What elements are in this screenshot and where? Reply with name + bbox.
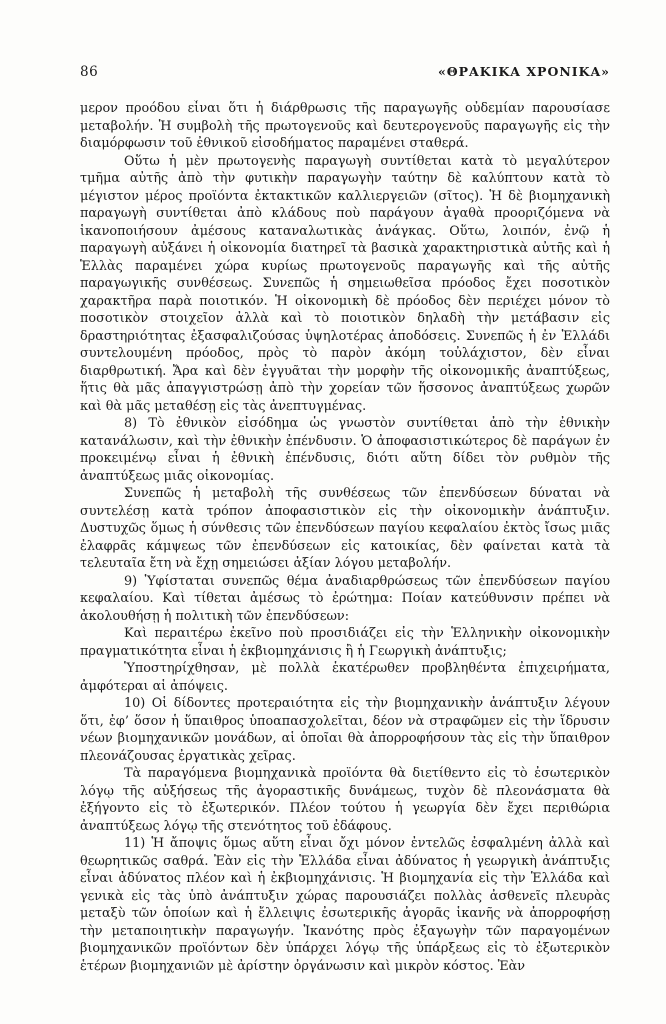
- running-title: «ΘΡΑΚΙΚΑ ΧΡΟΝΙΚΑ»: [437, 64, 610, 79]
- paragraph: Ὑποστηρίχθησαν, μὲ πολλὰ ἑκατέρωθεν προβληθέντα ἐπιχειρήματα, ἀμφότεραι αἱ ἀπόψεις.: [80, 661, 610, 694]
- paragraph: Τὰ παραγόμενα βιομηχανικὰ προϊόντα θὰ διετίθεντο εἰς τὸ ἐσωτερικὸν λόγῳ τῆς αὐξήσεως τῆς ἀγοραστικῆς δυνάμεως, τυχὸν δὲ πλεονάσματα θὰ ἐξήγοντο εἰς τὸ ἐξωτερικόν. Πλέον τούτου ἡ γεωργία δὲν ἔχει περιθώρια ἀναπτύξεως λόγῳ τῆς στενότητος τοῦ ἐδάφους.: [80, 766, 610, 834]
- paragraph: μερον προόδου εἶναι ὅτι ἡ διάρθρωσις τῆς παραγωγῆς οὐδεμίαν παρουσίασε μεταβολήν. Ἡ συμβολὴ τῆς πρωτογενοῦς καὶ δευτερογενοῦς παραγωγῆς εἰς τὴν διαμόρφωσιν τοῦ ἐθνικοῦ εἰσοδήματος παραμένει σταθερά.: [80, 101, 610, 151]
- paragraph: Συνεπῶς ἡ μεταβολὴ τῆς συνθέσεως τῶν ἐπενδύσεων δύναται νὰ συντελέσῃ κατὰ τρόπον ἀποφασιστικὸν εἰς τὴν οἰκονομικὴν ἀνάπτυξιν. Δυστυχῶς ὅμως ἡ σύνθεσις τῶν ἐπενδύσεων παγίου κεφαλαίου ἐκτὸς ἴσως μιᾶς ἐλαφρᾶς κάμψεως τῶν ἐπενδύσεων εἰς κατοικίας, δὲν φαίνεται κατὰ τὰ τελευταῖα ἔτη νὰ ἔχῃ σημειώσει ἀξίαν λόγου μεταβολήν.: [80, 486, 610, 571]
- page-number: 86: [80, 64, 99, 80]
- paragraph: 8) Τὸ ἐθνικὸν εἰσόδημα ὡς γνωστὸν συντίθεται ἀπὸ τὴν ἐθνικὴν κατανάλωσιν, καὶ τὴν ἐθνικὴν ἐπένδυσιν. Ὁ ἀποφασιστικώτερος δὲ παράγων ἐν προκειμένῳ εἶναι ἡ ἐθνικὴ ἐπένδυσις, διότι αὕτη δίδει τὸν ρυθμὸν τῆς ἀναπτύξεως μιᾶς οἰκονομίας.: [80, 416, 610, 484]
- paragraph: Οὕτω ἡ μὲν πρωτογενὴς παραγωγὴ συντίθεται κατὰ τὸ μεγαλύτερον τμῆμα αὐτῆς ἀπὸ τὴν φυτικὴν παραγωγὴν ταύτην δὲ καλύπτουν κατὰ τὸ μέγιστον μέρος προϊόντα ἐκτακτικῶν καλλιεργειῶν (σῖτος). Ἡ δὲ βιομηχανικὴ παραγωγὴ συντίθεται ἀπὸ κλάδους ποὺ παράγουν ἀγαθὰ προοριζόμενα νὰ ἱκανοποιήσουν ἀμέσους καταναλωτικὰς ἀνάγκας. Οὕτω, λοιπόν, ἐνῷ ἡ παραγωγὴ αὐξάνει ἡ οἰκονομία διατηρεῖ τὰ βασικὰ χαρακτηριστικὰ αὐτῆς καὶ ἡ Ἑλλὰς παραμένει χώρα κυρίως πρωτογενοῦς παραγωγῆς καὶ τῆς αὐτῆς παραγωγικῆς συνθέσεως. Συνεπῶς ἡ σημειωθεῖσα πρόοδος ἔχει ποσοτικὸν χαρακτῆρα παρὰ ποιοτικόν. Ἡ οἰκονομικὴ δὲ πρόοδος δὲν περιέχει μόνον τὸ ποσοτικὸν στοιχεῖον ἀλλὰ καὶ τὸ ποιοτικὸν δηλαδὴ τὴν μετάβασιν εἰς δραστηριότητας ἐξασφαλιζούσας ὑψηλοτέρας ἀποδόσεις. Συνεπῶς ἡ ἐν Ἑλλάδι συντελουμένη πρόοδος, πρὸς τὸ παρὸν ἀκόμη τοὐλάχιστον, δὲν εἶναι διαρθρωτική. Ἄρα καὶ δὲν ἐγγυᾶται τὴν μορφὴν τῆς οἰκονομικῆς ἀναπτύξεως, ἥτις θὰ μᾶς ἀπαγγιστρώσῃ ἀπὸ τὴν χορείαν τῶν ἥσσονος ἀναπτύξεως χωρῶν καὶ θὰ μᾶς μεταθέσῃ εἰς τὰς ἀνεπτυγμένας.: [80, 153, 610, 414]
- paragraph: 10) Οἱ δίδοντες προτεραιότητα εἰς τὴν βιομηχανικὴν ἀνάπτυξιν λέγουν ὅτι, ἐφ’ ὅσον ἡ ὕπαιθρος ὑποαπασχολεῖται, δέον νὰ στραφῶμεν εἰς τὴν ἵδρυσιν νέων βιομηχανικῶν μονάδων, αἱ ὁποῖαι θὰ ἀπορροφήσουν τὰς εἰς τὴν ὕπαιθρον πλεονάζουσας ἐργατικὰς χεῖρας.: [80, 696, 610, 764]
- body-text: [80, 100, 610, 1000]
- paragraph: 11) Ἡ ἄποψις ὅμως αὕτη εἶναι ὄχι μόνον ἐντελῶς ἐσφαλμένη ἀλλὰ καὶ θεωρητικῶς σαθρά. Ἐὰν εἰς τὴν Ἑλλάδα εἶναι ἀδύνατος ἡ γεωργικὴ ἀνάπτυξις εἶναι ἀδύνατος πλέον καὶ ἡ ἐκβιομηχάνισις. Ἡ βιομηχανία εἰς τὴν Ἑλλάδα καὶ γενικὰ εἰς τὰς ὑπὸ ἀνάπτυξιν χώρας παρουσιάζει πολλὰς ἀσθενεῖς πλευρὰς μεταξὺ τῶν ὁποίων καὶ ἡ ἔλλειψις ἐσωτερικῆς ἀγορᾶς ἱκανῆς νὰ ἀπορροφήσῃ τὴν μεταποιητικὴν παραγωγήν. Ἱκανότης πρὸς ἐξαγωγὴν τῶν παραγομένων βιομηχανικῶν προϊόντων δὲν ὑπάρχει λόγῳ τῆς ὑπάρξεως εἰς τὸ ἐξωτερικὸν ἑτέρων βιομηχανιῶν μὲ ἀρίστην ὀργάνωσιν καὶ μικρὸν κόστος. Ἐὰν: [80, 836, 610, 974]
- paragraph: Καὶ περαιτέρω ἐκεῖνο ποὺ προσιδιάζει εἰς τὴν Ἑλληνικὴν οἰκονομικὴν πραγματικότητα εἶναι ἡ ἐκβιομηχάνισις ἢ ἡ Γεωργικὴ ἀνάπτυξις;: [80, 626, 610, 659]
- paragraph: 9) Ὑφίσταται συνεπῶς θέμα ἀναδιαρθρώσεως τῶν ἐπενδύσεων παγίου κεφαλαίου. Καὶ τίθεται ἀμέσως τὸ ἐρώτημα: Ποίαν κατεύθυνσιν πρέπει νὰ ἀκολουθήσῃ ἡ πολιτικὴ τῶν ἐπενδύσεων:: [80, 573, 610, 624]
- page-header: [80, 64, 610, 86]
